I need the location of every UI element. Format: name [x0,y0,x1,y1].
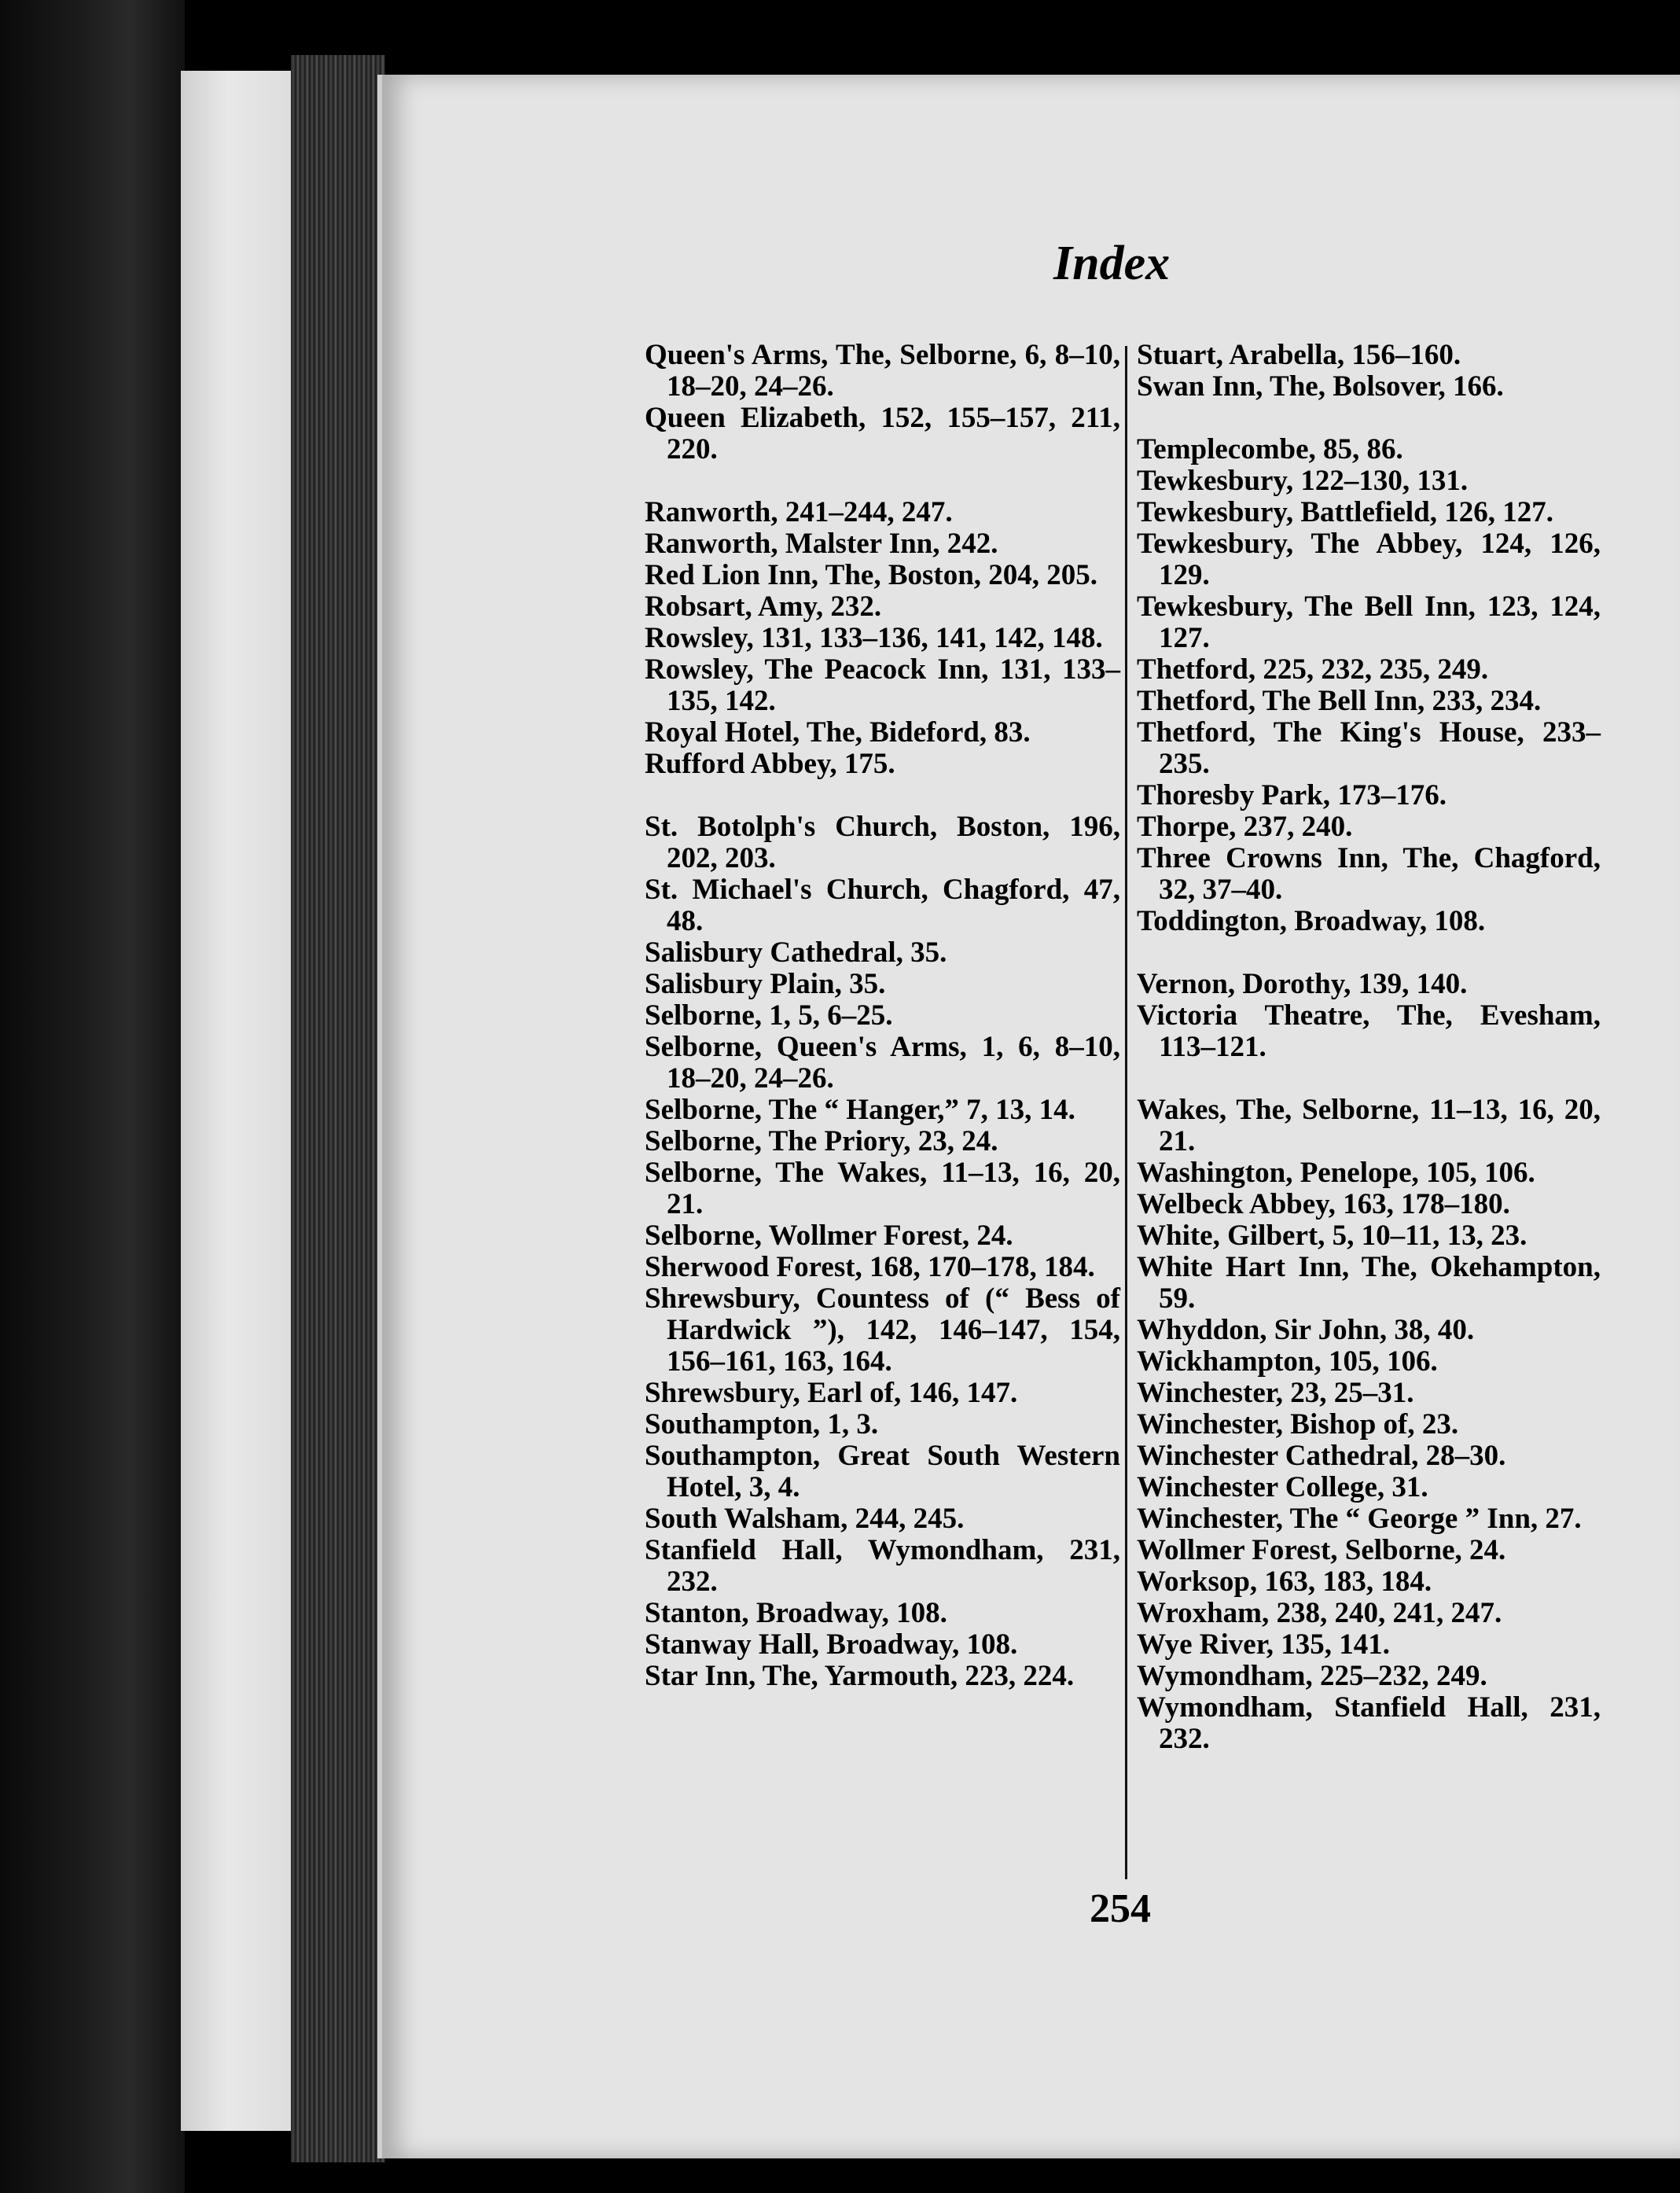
index-entry: Selborne, Queen's Arms, 1, 6, 8–10, 18–20, 24–26. [645,1031,1120,1095]
index-entry: St. Botolph's Church, Boston, 196, 202, 203. [645,811,1120,874]
index-entry: Thoresby Park, 173–176. [1137,779,1447,811]
index-entry: Salisbury Cathedral, 35. [645,936,947,969]
index-entry: Thorpe, 237, 240. [1137,811,1353,843]
index-entry: St. Michael's Church, Chagford, 47, 48. [645,874,1120,937]
index-entry: Selborne, Wollmer Forest, 24. [645,1220,1013,1252]
index-entry: Three Crowns Inn, The, Chagford, 32, 37–40. [1137,842,1601,906]
index-entry: Thetford, The King's House, 233–235. [1137,716,1601,780]
page-stack-edge [291,55,385,2162]
index-entry: Rowsley, The Peacock Inn, 131, 133–135, 142. [645,653,1120,717]
index-entry: Winchester, The “ George ” Inn, 27. [1137,1503,1582,1535]
index-entry: Southampton, 1, 3. [645,1408,879,1441]
section-gap [1137,937,1601,969]
index-entry: Selborne, The Priory, 23, 24. [645,1125,998,1157]
index-entry: Southampton, Great South Western Hotel, 3, 4. [645,1440,1120,1503]
index-entry: South Walsham, 244, 245. [645,1503,965,1535]
index-entry: Stanton, Broadway, 108. [645,1597,947,1629]
index-column-left [645,340,1120,1692]
index-entry: Stanfield Hall, Wymondham, 231, 232. [645,1534,1120,1598]
index-entry: Salisbury Plain, 35. [645,968,886,1000]
index-entry: Wroxham, 238, 240, 241, 247. [1137,1597,1502,1629]
index-entry: Wollmer Forest, Selborne, 24. [1137,1534,1506,1566]
book-cover-board [181,71,299,2131]
index-entry: Thetford, The Bell Inn, 233, 234. [1137,685,1542,717]
index-entry: Wakes, The, Selborne, 11–13, 16, 20, 21. [1137,1094,1601,1157]
index-entry: Royal Hotel, The, Bideford, 83. [645,716,1031,749]
index-column-right [1137,340,1601,1755]
index-entry: Winchester Cathedral, 28–30. [1137,1440,1506,1472]
index-entry: Victoria Theatre, The, Evesham, 113–121. [1137,999,1601,1063]
index-entry: Toddington, Broadway, 108. [1137,905,1486,937]
index-entry: White, Gilbert, 5, 10–11, 13, 23. [1137,1220,1527,1252]
index-entry: Star Inn, The, Yarmouth, 223, 224. [645,1660,1075,1692]
section-gap [1137,403,1601,434]
index-entry: Worksop, 163, 183, 184. [1137,1566,1432,1598]
section-gap [645,465,1120,497]
index-entry: Wymondham, 225–232, 249. [1137,1660,1487,1692]
index-entry: Vernon, Dorothy, 139, 140. [1137,968,1468,1000]
index-entry: Stuart, Arabella, 156–160. [1137,339,1461,371]
index-entry: Selborne, 1, 5, 6–25. [645,999,893,1032]
index-entry: Rowsley, 131, 133–136, 141, 142, 148. [645,622,1103,654]
index-entry: Wye River, 135, 141. [1137,1628,1390,1661]
index-entry: Queen Elizabeth, 152, 155–157, 211, 220. [645,402,1120,465]
section-gap [645,780,1120,811]
index-entry: Swan Inn, The, Bolsover, 166. [1137,370,1504,403]
index-entry: Wymondham, Stanfield Hall, 231, 232. [1137,1691,1601,1755]
index-entry: Rufford Abbey, 175. [645,748,895,780]
index-entry: Welbeck Abbey, 163, 178–180. [1137,1188,1510,1220]
index-entry: Winchester, 23, 25–31. [1137,1377,1414,1409]
index-entry: Ranworth, Malster Inn, 242. [645,528,998,560]
index-entry: Winchester, Bishop of, 23. [1137,1408,1459,1441]
index-entry: Wickhampton, 105, 106. [1137,1345,1438,1378]
index-entry: Selborne, The Wakes, 11–13, 16, 20, 21. [645,1157,1120,1220]
index-entry: Tewkesbury, The Abbey, 124, 126, 129. [1137,528,1601,591]
index-entry: Templecombe, 85, 86. [1137,433,1403,465]
index-entry: Tewkesbury, Battlefield, 126, 127. [1137,496,1554,528]
index-entry: Stanway Hall, Broadway, 108. [645,1628,1018,1661]
page-number: 254 [1090,1886,1151,1931]
index-entry: Shrewsbury, Countess of (“ Bess of Hardwick ”), 142, 146–147, 154, 156–161, 163, 164. [645,1282,1120,1378]
index-entry: Tewkesbury, The Bell Inn, 123, 124, 127. [1137,591,1601,654]
index-entry: Thetford, 225, 232, 235, 249. [1137,653,1489,686]
index-entry: Tewkesbury, 122–130, 131. [1137,465,1469,497]
index-entry: Shrewsbury, Earl of, 146, 147. [645,1377,1018,1409]
index-entry: Winchester College, 31. [1137,1471,1428,1503]
book-spine-edge [0,0,185,2193]
index-entry: Selborne, The “ Hanger,” 7, 13, 14. [645,1094,1075,1126]
section-gap [1137,1063,1601,1095]
index-entry: Sherwood Forest, 168, 170–178, 184. [645,1251,1095,1283]
index-entry: Robsart, Amy, 232. [645,591,882,623]
column-divider [1125,346,1127,1879]
index-entry: Whyddon, Sir John, 38, 40. [1137,1314,1475,1346]
index-entry: Washington, Penelope, 105, 106. [1137,1157,1535,1189]
page-title: Index [1053,237,1171,290]
index-entry: Queen's Arms, The, Selborne, 6, 8–10, 18–20, 24–26. [645,339,1120,403]
index-entry: Ranworth, 241–244, 247. [645,496,953,528]
index-entry: White Hart Inn, The, Okehampton, 59. [1137,1251,1601,1315]
index-entry: Red Lion Inn, The, Boston, 204, 205. [645,559,1098,591]
